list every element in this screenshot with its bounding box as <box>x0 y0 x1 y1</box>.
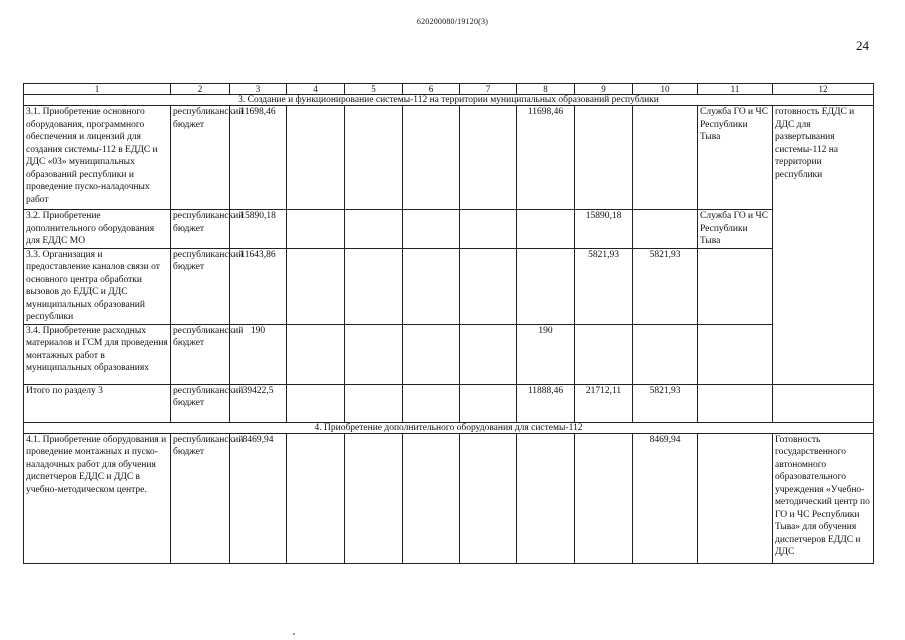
row-col8 <box>517 248 575 324</box>
row-col10 <box>633 324 698 384</box>
scan-speck <box>293 633 295 635</box>
row-total: 11698,46 <box>230 106 287 210</box>
column-number: 5 <box>345 84 403 95</box>
table-row <box>24 248 874 324</box>
row-total: 8469,94 <box>230 433 287 563</box>
empty-cell <box>345 324 403 384</box>
row-total: 190 <box>230 324 287 384</box>
row-source: республиканский бюджет <box>171 384 230 422</box>
empty-cell <box>287 106 345 210</box>
row-result: Готовность государственного автономного образовательного учреждения «Учебно-методический центр по ГО и ЧС Республики Тыва» для обучения диспетчеров ЕДДС и ДДС <box>773 433 874 563</box>
empty-cell <box>403 324 460 384</box>
empty-cell <box>403 384 460 422</box>
row-executor <box>698 433 773 563</box>
row-col9: 5821,93 <box>575 248 633 324</box>
column-number: 7 <box>460 84 517 95</box>
section-title: 4. Приобретение дополнительного оборудования для системы-112 <box>24 422 874 433</box>
row-name: 3.3. Организация и предоставление каналов связи от основного центра обработки вызовов до ЕДДС и ДДС муниципальных образований республики <box>24 248 171 324</box>
row-source: республиканский бюджет <box>171 324 230 384</box>
row-result: готовность ЕДДС и ДДС для развертывания системы-112 на территории республики <box>773 106 874 385</box>
row-source: республиканский бюджет <box>171 210 230 249</box>
row-name: 3.2. Приобретение дополнительного оборудования для ЕДДС МО <box>24 210 171 249</box>
column-number: 1 <box>24 84 171 95</box>
row-col10 <box>633 106 698 210</box>
column-number: 2 <box>171 84 230 95</box>
row-source: республиканский бюджет <box>171 248 230 324</box>
section-title: 3. Создание и функционирование системы-112 на территории муниципальных образований республики <box>24 95 874 106</box>
document-id: 620200080/19120(3) <box>416 17 489 26</box>
empty-cell <box>460 106 517 210</box>
empty-cell <box>287 210 345 249</box>
empty-cell <box>403 433 460 563</box>
row-name: 3.1. Приобретение основного оборудования, программного обеспечения и лицензий для создания системы-112 в ЕДДС и ДДС «03» муниципальных образований республики и проведение пуско-наладочных работ <box>24 106 171 210</box>
column-numbers-row <box>24 84 874 95</box>
row-source: республиканский бюджет <box>171 106 230 210</box>
empty-cell <box>403 210 460 249</box>
row-name: 4.1. Приобретение оборудования и проведение монтажных и пуско-наладочных работ для обучения диспетчеров ЕДДС и ДДС в учебно-методическом центре. <box>24 433 171 563</box>
table-row <box>24 106 874 210</box>
row-col10: 8469,94 <box>633 433 698 563</box>
table-row <box>24 210 874 249</box>
empty-cell <box>403 106 460 210</box>
row-col10 <box>633 210 698 249</box>
empty-cell <box>460 210 517 249</box>
row-col8: 190 <box>517 324 575 384</box>
row-col9 <box>575 324 633 384</box>
column-number: 12 <box>773 84 874 95</box>
page-number: 24 <box>856 38 869 53</box>
row-col10: 5821,93 <box>633 248 698 324</box>
empty-cell <box>460 384 517 422</box>
column-number: 9 <box>575 84 633 95</box>
empty-cell <box>287 324 345 384</box>
row-col10: 5821,93 <box>633 384 698 422</box>
empty-cell <box>460 324 517 384</box>
row-total: 11643,86 <box>230 248 287 324</box>
row-result <box>773 384 874 422</box>
table-row <box>24 433 874 563</box>
column-number: 11 <box>698 84 773 95</box>
budget-table <box>23 83 874 564</box>
empty-cell <box>345 384 403 422</box>
section-header-row <box>24 422 874 433</box>
row-col9: 21712,11 <box>575 384 633 422</box>
empty-cell <box>345 106 403 210</box>
row-col8: 11888,46 <box>517 384 575 422</box>
column-number: 8 <box>517 84 575 95</box>
row-executor: Служба ГО и ЧС Республики Тыва <box>698 210 773 249</box>
empty-cell <box>287 248 345 324</box>
empty-cell <box>345 433 403 563</box>
row-col8 <box>517 433 575 563</box>
empty-cell <box>345 248 403 324</box>
row-col8: 11698,46 <box>517 106 575 210</box>
empty-cell <box>287 384 345 422</box>
row-name: 3.4. Приобретение расходных материалов и ГСМ для проведения монтажных работ в муниципальных образованиях <box>24 324 171 384</box>
row-executor <box>698 324 773 384</box>
column-number: 3 <box>230 84 287 95</box>
column-number: 10 <box>633 84 698 95</box>
section-header-row <box>24 95 874 106</box>
column-number: 4 <box>287 84 345 95</box>
row-executor <box>698 248 773 324</box>
table-row <box>24 324 874 384</box>
row-total: 39422,5 <box>230 384 287 422</box>
table-row-total <box>24 384 874 422</box>
row-col8 <box>517 210 575 249</box>
row-source: республиканский бюджет <box>171 433 230 563</box>
row-col9 <box>575 433 633 563</box>
empty-cell <box>345 210 403 249</box>
row-name: Итого по разделу 3 <box>24 384 171 422</box>
empty-cell <box>403 248 460 324</box>
empty-cell <box>287 433 345 563</box>
column-number: 6 <box>403 84 460 95</box>
row-executor: Служба ГО и ЧС Республики Тыва <box>698 106 773 210</box>
empty-cell <box>460 248 517 324</box>
row-total: 15890,18 <box>230 210 287 249</box>
row-col9 <box>575 106 633 210</box>
row-col9: 15890,18 <box>575 210 633 249</box>
row-executor <box>698 384 773 422</box>
empty-cell <box>460 433 517 563</box>
